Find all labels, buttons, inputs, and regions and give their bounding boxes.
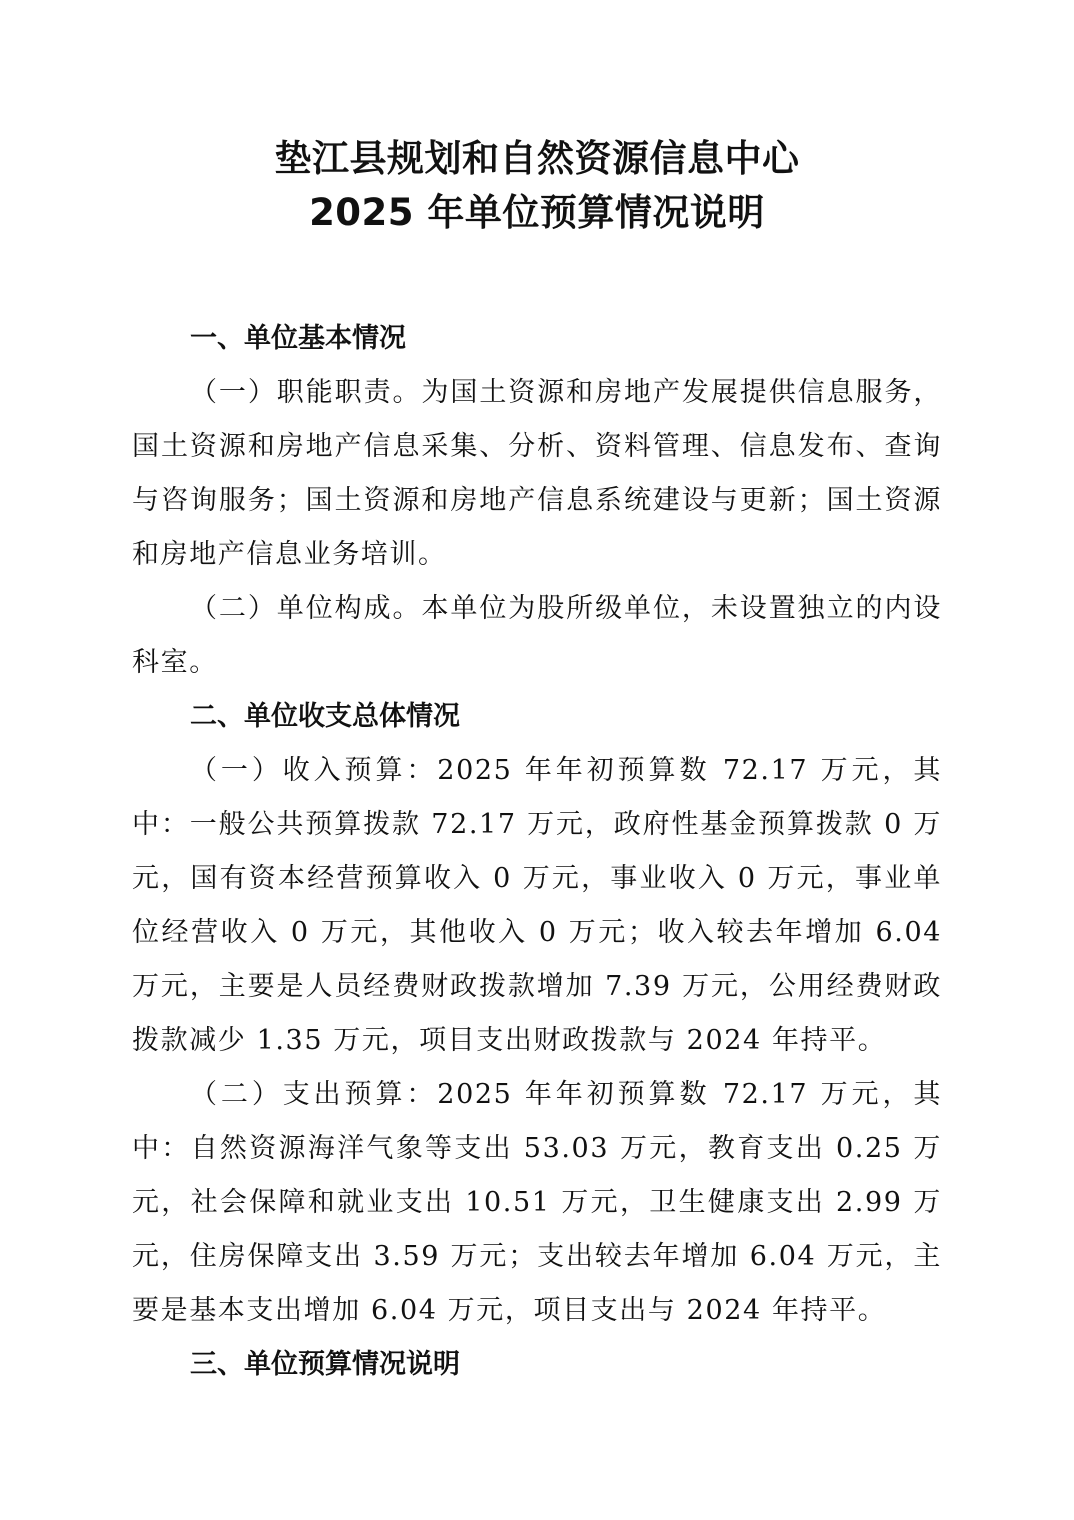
section-heading-income-expenditure: 二、单位收支总体情况	[190, 701, 460, 732]
paragraph-composition: （二）单位构成。本单位为股所级单位，未设置独立的内设科室。	[132, 593, 942, 678]
section-heading-budget-explanation: 三、单位预算情况说明	[190, 1349, 460, 1380]
document-title-line2: 2025 年单位预算情况说明	[309, 191, 765, 234]
paragraph-income-budget: （一）收入预算：2025 年年初预算数 72.17 万元，其中：一般公共预算拨款 72.17 万元，政府性基金预算拨款 0 万元，国有资本经营预算收入 0 万元，事业收入 0 万元，事业单位经营收入 0 万元，其他收入 0 万元；收入较去年增加 6.04 万元，主要是人员经费财政拨款增加 7.39 万元，公用经费财政拨款减少 1.35 万元，项目支出财政拨款与 2024 年持平。	[132, 755, 942, 1056]
document-title	[132, 132, 942, 240]
section-heading-basic-info: 一、单位基本情况	[190, 323, 406, 354]
document-body	[132, 312, 942, 1392]
paragraph-functions: （一）职能职责。为国土资源和房地产发展提供信息服务，国土资源和房地产信息采集、分析、资料管理、信息发布、查询与咨询服务；国土资源和房地产信息系统建设与更新；国土资源和房地产信息业务培训。	[132, 377, 942, 570]
document-title-line1: 垫江县规划和自然资源信息中心	[274, 137, 800, 180]
paragraph-expenditure-budget: （二）支出预算：2025 年年初预算数 72.17 万元，其中：自然资源海洋气象等支出 53.03 万元，教育支出 0.25 万元，社会保障和就业支出 10.51 万元，卫生健康支出 2.99 万元，住房保障支出 3.59 万元；支出较去年增加 6.04 万元，主要是基本支出增加 6.04 万元，项目支出与 2024 年持平。	[132, 1079, 942, 1326]
